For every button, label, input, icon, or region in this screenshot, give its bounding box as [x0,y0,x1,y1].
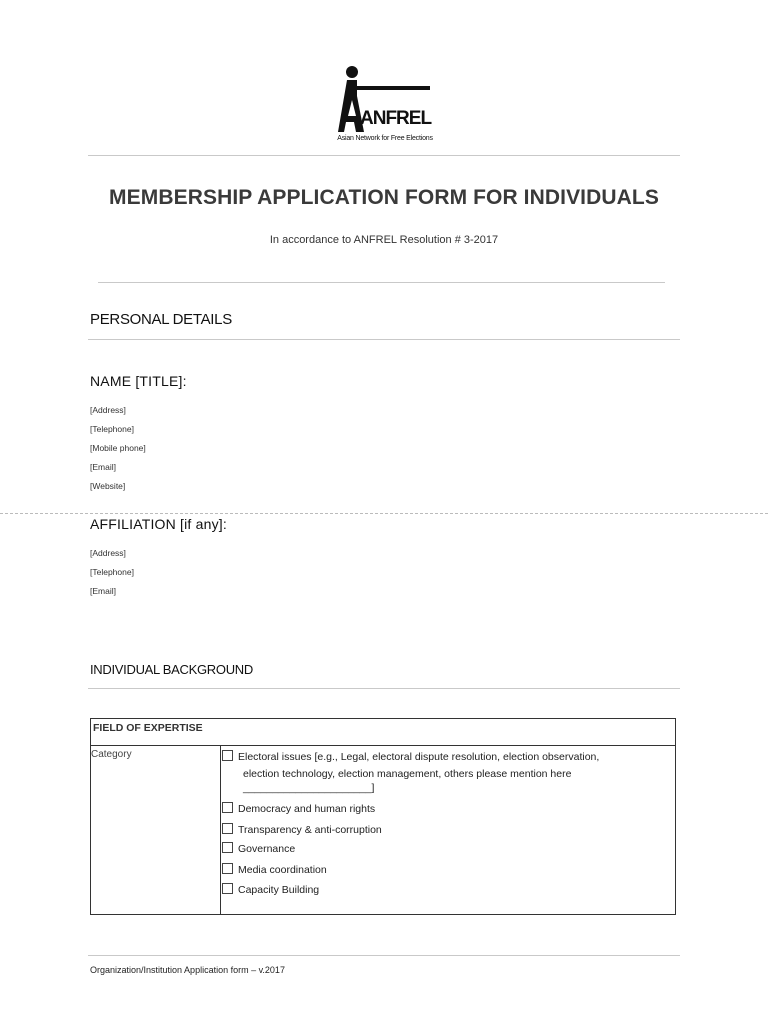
option-electoral-issues[interactable] [222,750,599,763]
page-title: MEMBERSHIP APPLICATION FORM FOR INDIVIDUALS [109,186,659,209]
page-subtitle: In accordance to ANFREL Resolution # 3-2017 [269,234,499,246]
personal-telephone-field[interactable]: [Telephone] [90,424,134,434]
checkbox-icon[interactable] [222,750,233,761]
personal-details-rule [88,339,680,340]
option-label: Democracy and human rights [238,803,376,815]
anfrel-logo [336,64,434,148]
option-label: Electoral issues [e.g., Legal, electoral dispute resolution, election observation, [238,751,600,763]
option-democracy[interactable] [222,802,375,815]
option-electoral-issues-blank[interactable]: ______________________] [243,782,375,794]
affiliation-address-field[interactable]: [Address] [90,548,126,558]
footer-text: Organization/Institution Application form – v.2017 [90,965,285,975]
expertise-table [90,718,676,915]
logo-tagline: Asian Network for Free Elections [337,135,433,142]
name-label: NAME [TITLE]: [90,373,187,389]
option-label: Media coordination [238,864,327,876]
option-label: Governance [238,843,296,855]
page-break-line [0,513,768,514]
affiliation-email-field[interactable]: [Email] [90,586,116,596]
checkbox-icon[interactable] [222,883,233,894]
subtitle-rule [98,282,665,283]
checkbox-icon[interactable] [222,863,233,874]
personal-website-field[interactable]: [Website] [90,481,126,491]
checkbox-icon[interactable] [222,842,233,853]
affiliation-telephone-field[interactable]: [Telephone] [90,567,134,577]
expertise-table-header [91,719,675,746]
expertise-header-label: FIELD OF EXPERTISE [93,722,203,734]
option-media-coordination[interactable] [222,863,327,876]
category-label: Category [91,749,132,760]
option-capacity-building[interactable] [222,883,319,896]
header-rule [88,155,680,156]
option-transparency[interactable] [222,823,382,836]
checkbox-icon[interactable] [222,823,233,834]
option-electoral-issues-cont: election technology, election management, others please mention here [243,768,572,780]
option-label: Transparency & anti-corruption [238,824,382,836]
logo-wordmark: ANFREL [360,108,432,129]
personal-mobile-field[interactable]: [Mobile phone] [90,443,146,453]
option-governance[interactable] [222,842,295,855]
footer-rule [88,955,680,956]
individual-background-heading: INDIVIDUAL BACKGROUND [90,662,253,677]
checkbox-icon[interactable] [222,802,233,813]
personal-details-heading: PERSONAL DETAILS [90,311,232,328]
background-rule [88,688,680,689]
personal-email-field[interactable]: [Email] [90,462,116,472]
table-column-divider [220,746,221,915]
affiliation-label: AFFILIATION [if any]: [90,516,227,532]
option-label: Capacity Building [238,884,320,896]
personal-address-field[interactable]: [Address] [90,405,126,415]
